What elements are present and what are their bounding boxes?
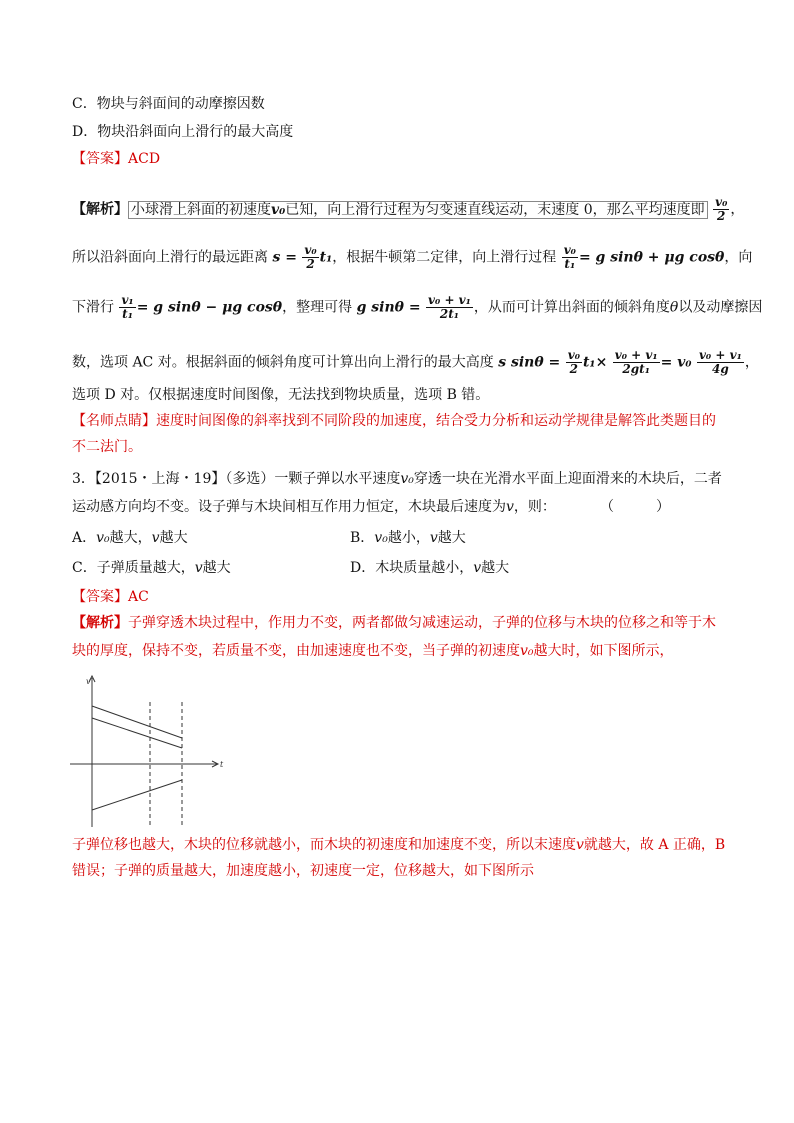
fraction-v0v1-over-4g: $\frac{\text{v₀ + v₁}}{4g}$ [698, 348, 742, 376]
option-c-prev: C．物块与斜面间的动摩擦因数 [72, 96, 265, 112]
analysis-3-line-2: 块的厚度，保持不变，若质量不变，由加速速度也不变，当子弹的初速度v₀越大时，如下图所示， [72, 643, 674, 659]
analysis-text: 小球滑上斜面的初速度v₀已知，向上滑行过程为匀变速直线运动，末速度 0，那么平均速度即 [128, 201, 708, 219]
analysis-1-line-4: 数，选项 AC 对。根据斜面的倾斜角度可计算出向上滑行的最大高度 s sinθ = $\frac{\text{v₀}}{2}$ t₁× $\frac{\text{v₀ + v₁}}{\text{2gt₁}}$ = v₀ $\frac{\text{v₀ + v₁}}{4g}$ ， [72, 348, 759, 376]
analysis-3-line-4: 错误；子弹的质量越大，加速度越小，初速度一定，位移越大，如下图所示 [72, 863, 534, 879]
v0-symbol: v₀ [271, 201, 286, 218]
fraction-v0v1-over-2gt1: $\frac{\text{v₀ + v₁}}{\text{2gt₁}}$ [614, 348, 658, 376]
fraction-v1-over-t1: $\frac{\text{v₁}}{\text{t₁}}$ [121, 293, 134, 321]
analysis-3-line-1: 【解析】子弹穿透木块过程中，作用力不变，两者都做匀减速运动，子弹的位移与木块的位移之和等于木 [72, 615, 716, 631]
analysis-3-line-3: 子弹位移也越大，木块的位移就越小，而木块的初速度和加速度不变，所以末速度v就越大，故 A 正确，B [72, 837, 726, 853]
teacher-note-line-1: 【名师点睛】速度时间图像的斜率找到不同阶段的加速度，结合受力分析和运动学规律是解答此类题目的 [72, 413, 716, 429]
option-d-prev: D．物块沿斜面向上滑行的最大高度 [72, 124, 294, 140]
y-axis-label: v [86, 677, 91, 686]
q3-option-c: C．子弹质量越大，v越大 [72, 560, 231, 576]
analysis-1-line-3: 下滑行 $\frac{\text{v₁}}{\text{t₁}}$ = g sinθ − μg cosθ，整理可得 g sinθ = $\frac{\text{v₀ + v₁}}{\text{2t₁}}$ ，从而可计算出斜面的倾斜角度θ以及动摩擦因 [72, 293, 763, 321]
fraction-v0v1-over-2t1: $\frac{\text{v₀ + v₁}}{\text{2t₁}}$ [428, 293, 471, 321]
answer-paren: （ ） [600, 499, 670, 515]
question-3-line-2: 运动感方向均不变。设子弹与木块间相互作用力恒定，木块最后速度为v，则： [72, 499, 556, 515]
x-axis-label: t [220, 760, 224, 769]
analysis-tag: 【解析】 [72, 201, 128, 218]
question-3-line-1: 3．【2015・上海・19】（多选）一颗子弹以水平速度v₀穿透一块在光滑水平面上迎面滑来的木块后，二者 [72, 471, 722, 487]
teacher-note-line-2: 不二法门。 [72, 439, 142, 455]
vt-graph [66, 672, 236, 832]
fraction-v0-over-2: $\frac{\text{v₀}}{2}$ [715, 195, 728, 223]
q3-option-b: B．v₀越小，v越大 [350, 530, 466, 546]
analysis-1-line-1: 【解析】 小球滑上斜面的初速度v₀已知，向上滑行过程为匀变速直线运动，末速度 0，那么平均速度即 $\frac{\text{v₀}}{2}$ ， [72, 195, 745, 223]
fraction-v0-over-2: $\frac{\text{v₀}}{2}$ [304, 243, 317, 271]
analysis-1-line-2: 所以沿斜面向上滑行的最远距离 s = $\frac{\text{v₀}}{2}$ t₁，根据牛顿第二定律，向上滑行过程 $\frac{\text{v₀}}{\text{t₁}}$ = g sinθ + μg cosθ，向 [72, 243, 753, 271]
block-line [92, 780, 182, 810]
q3-option-a: A．v₀越大，v越大 [72, 530, 188, 546]
answer-3: 【答案】AC [72, 589, 149, 605]
q3-option-d: D．木块质量越小，v越大 [350, 560, 510, 576]
answer-1 [72, 149, 714, 169]
analysis-1-line-5: 选项 D 对。仅根据速度时间图像，无法找到物块质量，选项 B 错。 [72, 387, 490, 403]
fraction-v0-over-2: $\frac{\text{v₀}}{2}$ [567, 348, 580, 376]
fraction-v0-over-t1: $\frac{\text{v₀}}{\text{t₁}}$ [563, 243, 576, 271]
answer-tag: 【答案】 [72, 151, 128, 167]
answer-value: ACD [128, 151, 161, 167]
